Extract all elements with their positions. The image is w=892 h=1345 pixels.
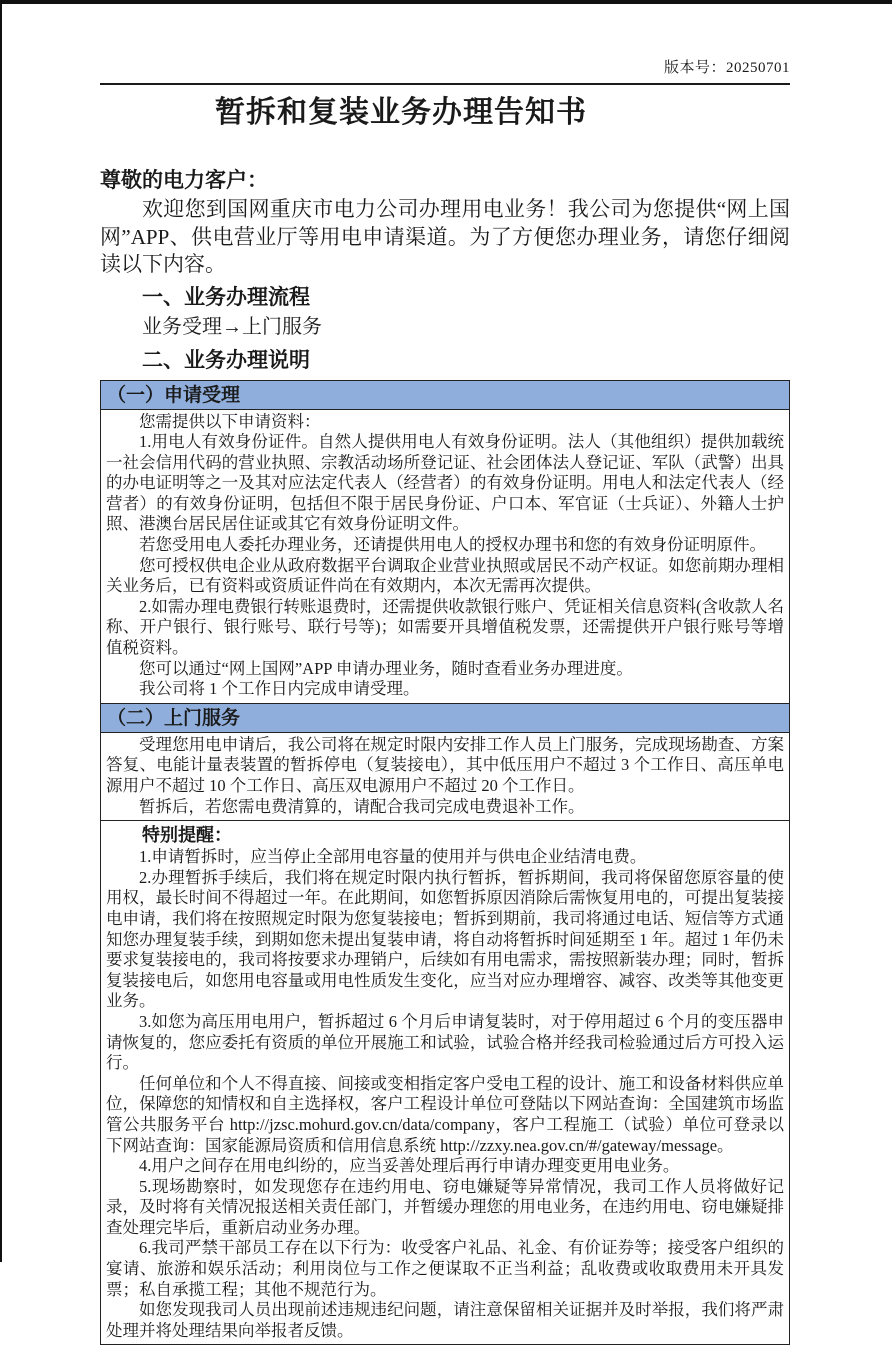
paragraph: 我公司将 1 个工作日内完成申请受理。 bbox=[106, 679, 784, 700]
document-page bbox=[100, 0, 790, 1345]
notice-paragraph: 任何单位和个人不得直接、间接或变相指定客户受电工程的设计、施工和设备材料供应单位，保障您的知情权和自主选择权，客户工程设计单位可登陆以下网站查询：全国建筑市场监管公共服务平台 http://jzsc.mohurd.gov.cn/data/company，客户工程施工（试验）单位可登录以下网站查询：国家能源局资质和信用信息系统 http://zzxy.nea.gov.cn/#/gateway/message。 bbox=[106, 1074, 784, 1156]
page-title: 暂拆和复装业务办理告知书 bbox=[100, 87, 790, 131]
process-flow-text: 业务受理→上门服务 bbox=[142, 313, 790, 342]
notice-paragraph: 1.申请暂拆时，应当停止全部用电容量的使用并与供电企业结清电费。 bbox=[106, 847, 784, 868]
paragraph: 1.用电人有效身份证件。自然人提供用电人有效身份证明。法人（其他组织）提供加载统一社会信用代码的营业执照、宗教活动场所登记证、社会团体法人登记证、军队（武警）出具的办电证明等之一及其对应法定代表人（经营者）的有效身份证明。用电人和法定代表人（经营者）的有效身份证明，包括但不限于居民身份证、户口本、军官证（士兵证）、外籍人士护照、港澳台居民居住证或其它有效身份证明文件。 bbox=[106, 432, 784, 535]
notice-paragraph: 如您发现我司人员出现前述违规违纪问题，请注意保留相关证据并及时举报，我们将严肃处理并将处理结果向举报者反馈。 bbox=[106, 1300, 784, 1341]
paragraph: 您需提供以下申请资料： bbox=[106, 412, 784, 433]
paragraph: 您可授权供电企业从政府数据平台调取企业营业执照或居民不动产权证。如您前期办理相关业务后，已有资料或资质证件尚在有效期内，本次无需再次提供。 bbox=[106, 556, 784, 597]
panel-body-special-notice bbox=[101, 820, 789, 1344]
intro-paragraph: 欢迎您到国网重庆市电力公司办理用电业务！我公司为您提供“网上国网”APP、供电营业厅等用电申请渠道。为了方便您办理业务，请您仔细阅读以下内容。 bbox=[100, 196, 790, 279]
header-rule bbox=[100, 83, 790, 85]
section-heading-process: 一、业务办理流程 bbox=[142, 283, 790, 312]
special-notice-label: 特别提醒： bbox=[106, 823, 784, 847]
version-label: 版本号：20250701 bbox=[100, 56, 790, 77]
panel-header-application: （一）申请受理 bbox=[101, 381, 789, 410]
notice-paragraph: 4.用户之间存在用电纠纷的，应当妥善处理后再行申请办理变更用电业务。 bbox=[106, 1156, 784, 1177]
paragraph: 暂拆后，若您需电费清算的，请配合我司完成电费退补工作。 bbox=[106, 797, 784, 818]
scan-border-left bbox=[0, 0, 2, 1262]
notice-paragraph: 3.如您为高压用电用户，暂拆超过 6 个月后申请复装时，对于停用超过 6 个月的变压器申请恢复的，您应委托有资质的单位开展施工和试验，试验合格并经我司检验通过后方可投入运行。 bbox=[106, 1012, 784, 1074]
section-heading-explanation: 二、业务办理说明 bbox=[142, 346, 790, 375]
notice-table bbox=[100, 380, 790, 1345]
paragraph: 您可以通过“网上国网”APP 申请办理业务，随时查看业务办理进度。 bbox=[106, 659, 784, 680]
salutation: 尊敬的电力客户： bbox=[100, 167, 790, 194]
paragraph: 2.如需办理电费银行转账退费时，还需提供收款银行账户、凭证相关信息资料(含收款人名称、开户银行、银行账号、联行号等)；如需要开具增值税发票，还需提供开户银行账号等增值税资料。 bbox=[106, 597, 784, 659]
notice-paragraph: 6.我司严禁干部员工存在以下行为：收受客户礼品、礼金、有价证券等；接受客户组织的宴请、旅游和娱乐活动；利用岗位与工作之便谋取不正当利益；乱收费或收取费用未开具发票；私自承揽工程；其他不规范行为。 bbox=[106, 1238, 784, 1300]
panel-body-onsite-service bbox=[101, 733, 789, 820]
notice-paragraph: 5.现场勘察时，如发现您存在违约用电、窃电嫌疑等异常情况，我司工作人员将做好记录，及时将有关情况报送相关责任部门，并暂缓办理您的用电业务，在违约用电、窃电嫌疑排查处理完毕后，重新启动业务办理。 bbox=[106, 1177, 784, 1239]
paragraph: 若您受用电人委托办理业务，还请提供用电人的授权办理书和您的有效身份证明原件。 bbox=[106, 535, 784, 556]
panel-body-application bbox=[101, 410, 789, 703]
notice-paragraph: 2.办理暂拆手续后，我们将在规定时限内执行暂拆，暂拆期间，我司将保留您原容量的使用权，最长时间不得超过一年。在此期间，如您暂拆原因消除后需恢复用电的，可提出复装接电申请，我们将在按照规定时限为您复装接电；暂拆到期前，我司将通过电话、短信等方式通知您办理复装手续，到期如您未提出复装申请，将自动将暂拆时间延期至 1 年。超过 1 年仍未要求复装接电的，我司将按要求办理销户，后续如有用电需求，需按照新装办理；同时，暂拆复装接电后，如您用电容量或用电性质发生变化，应当对应办理增容、减容、改类等其他变更业务。 bbox=[106, 868, 784, 1012]
paragraph: 受理您用电申请后，我公司将在规定时限内安排工作人员上门服务，完成现场勘查、方案答复、电能计量表装置的暂拆停电（复装接电），其中低压用户不超过 3 个工作日、高压单电源用户不超过 10 个工作日、高压双电源用户不超过 20 个工作日。 bbox=[106, 735, 784, 797]
panel-header-onsite-service: （二）上门服务 bbox=[101, 703, 789, 733]
